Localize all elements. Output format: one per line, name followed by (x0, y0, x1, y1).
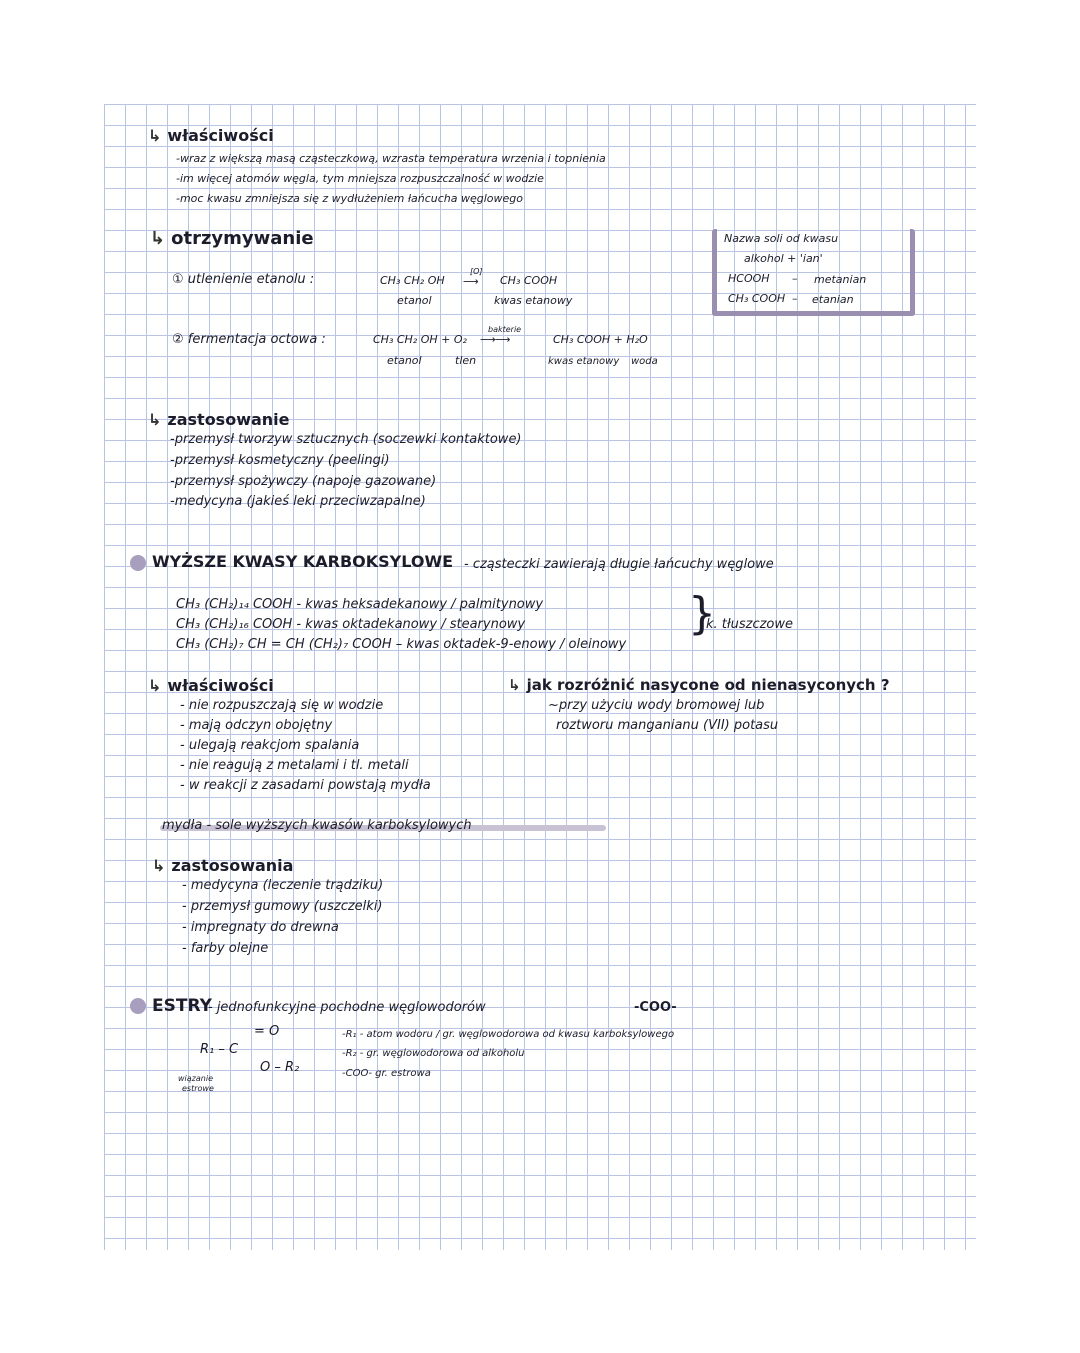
reaction2-label: ② fermentacja octowa : (172, 332, 326, 347)
property-line: - ulegają reakcjom spalania (180, 738, 360, 753)
higher-acids-title: WYŻSZE KWASY KARBOKSYLOWE (130, 552, 453, 571)
salt-formula: HCOOH (728, 272, 770, 285)
reaction1-name-right: kwas etanowy (494, 294, 573, 307)
reaction2-name: woda (631, 356, 658, 367)
reaction2-condition: bakterie (488, 325, 522, 334)
property-line: - nie rozpuszczają się w wodzie (180, 698, 384, 713)
applications-heading: ↳ zastosowania (152, 856, 294, 875)
property-line: -moc kwasu zmniejsza się z wydłużeniem łańcucha węglowego (176, 192, 523, 205)
bullet-dot-icon (130, 555, 146, 571)
application-line: -przemysł tworzyw sztucznych (soczewki kontaktowe) (170, 432, 522, 447)
salt-dash: – (792, 272, 798, 285)
application-line: - przemysł gumowy (uszczelki) (182, 899, 383, 914)
reaction1-label: ① utlenienie etanolu : (172, 272, 315, 287)
fatty-acids-label: k. tłuszczowe (706, 617, 794, 632)
properties-heading: ↳ właściwości (148, 676, 274, 695)
reaction1-left: CH₃ CH₂ OH (380, 274, 445, 287)
reaction-arrow: ⟶⟶ (480, 333, 510, 346)
question-answer: roztworu manganianu (VII) potasu (556, 718, 779, 733)
property-line: -wraz z większą masą cząsteczkową, wzrasta temperatura wrzenia i topnienia (176, 152, 606, 165)
application-line: - impregnaty do drewna (182, 920, 339, 935)
esters-subtitle: - jednofunkcyjne pochodne węglowodorów (208, 1000, 486, 1015)
salt-name: metanian (814, 273, 867, 286)
application-line: -przemysł kosmetyczny (peelingi) (170, 453, 390, 468)
reaction1-right: CH₃ COOH (500, 274, 558, 287)
ester-note: -R₂ - gr. węglowodorowa od alkoholu (342, 1048, 525, 1059)
bullet-dot-icon (130, 998, 146, 1014)
reaction2-left: CH₃ CH₂ OH + O₂ (373, 333, 467, 346)
applications-heading: ↳ zastosowanie (148, 410, 290, 429)
property-line: - w reakcji z zasadami powstają mydła (180, 778, 431, 793)
ester-bond-label: wiązanie (178, 1074, 213, 1083)
properties-heading: ↳ właściwości (148, 126, 274, 145)
ester-structure-r1: R₁ – C (200, 1042, 239, 1057)
ester-structure-or: O – R₂ (260, 1060, 300, 1075)
salt-dash: – (792, 292, 798, 305)
salt-name: etanian (812, 293, 854, 306)
ester-bond-label: estrowe (182, 1084, 214, 1093)
reaction1-condition: [O] (470, 267, 483, 276)
soap-definition: mydła - sole wyższych kwasów karboksylowych (162, 818, 472, 833)
acid-line: CH₃ (CH₂)₁₄ COOH - kwas heksadekanowy / palmitynowy (176, 597, 544, 612)
production-heading: ↳ otrzymywanie (150, 228, 314, 249)
reaction-arrow: ⟶ (463, 275, 479, 288)
salt-box-subtitle: alkohol + 'ian' (744, 252, 823, 265)
reaction2-right: CH₃ COOH + H₂O (553, 333, 648, 346)
brace-icon: } (688, 588, 716, 639)
property-line: - mają odczyn obojętny (180, 718, 333, 733)
salt-formula: CH₃ COOH (728, 292, 786, 305)
esters-title: ESTRY (130, 996, 212, 1016)
application-line: - farby olejne (182, 941, 269, 956)
question-answer: ~przy użyciu wody bromowej lub (548, 698, 765, 713)
question-heading: ↳ jak rozróżnić nasycone od nienasyconych ? (508, 676, 890, 694)
ester-note: -R₁ - atom wodoru / gr. węglowodorowa od kwasu karboksylowego (342, 1029, 675, 1040)
reaction1-name-left: etanol (397, 294, 432, 307)
reaction2-name: etanol (387, 354, 422, 367)
ester-structure-o: = O (254, 1024, 280, 1039)
ester-note: -COO- gr. estrowa (342, 1068, 431, 1079)
reaction2-name: tlen (455, 354, 477, 367)
salt-box-title: Nazwa soli od kwasu (724, 232, 839, 245)
higher-acids-subtitle: - cząsteczki zawierają długie łańcuchy węglowe (464, 557, 774, 572)
application-line: -medycyna (jakieś leki przeciwzapalne) (170, 494, 426, 509)
acid-line: CH₃ (CH₂)₇ CH = CH (CH₂)₇ COOH – kwas oktadek-9-enowy / oleinowy (176, 637, 627, 652)
property-line: -im więcej atomów węgla, tym mniejsza rozpuszczalność w wodzie (176, 172, 544, 185)
acid-line: CH₃ (CH₂)₁₆ COOH - kwas oktadekanowy / stearynowy (176, 617, 526, 632)
reaction2-name: kwas etanowy (548, 356, 620, 367)
application-line: - medycyna (leczenie trądziku) (182, 878, 384, 893)
property-line: - nie reagują z metalami i tl. metali (180, 758, 409, 773)
application-line: -przemysł spożywczy (napoje gazowane) (170, 474, 437, 489)
ester-group: -COO- (634, 1000, 677, 1015)
